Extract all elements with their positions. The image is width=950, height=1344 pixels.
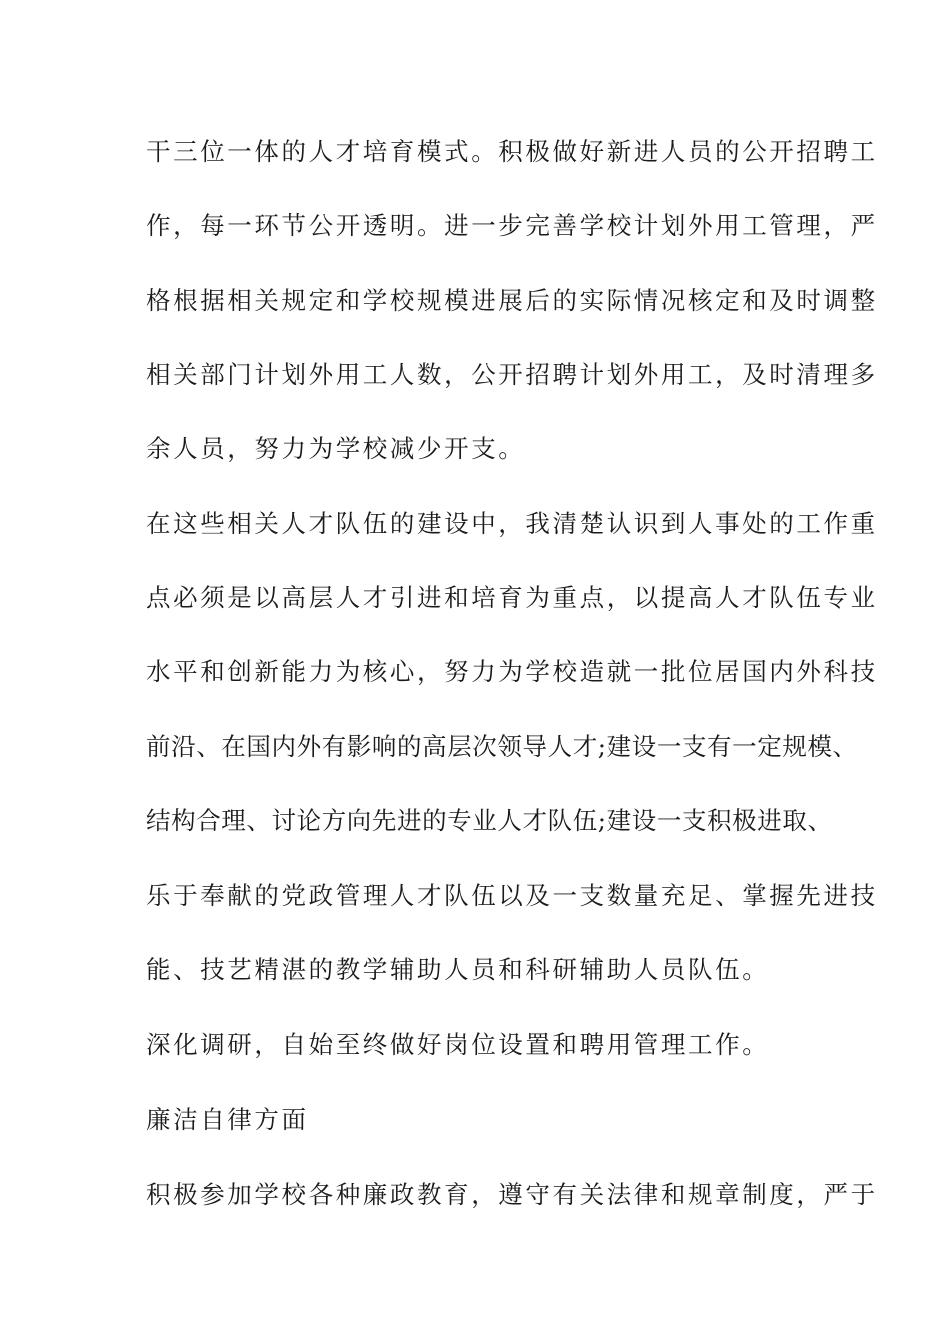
text-line: 积极参加学校各种廉政教育，遵守有关法律和规章制度，严于	[146, 1180, 878, 1209]
text-line: 在这些相关人才队伍的建设中，我清楚认识到人事处的工作重	[146, 509, 878, 538]
text-line: 前沿、在国内外有影响的高层次领导人才;建设一支有一定规模、	[146, 732, 858, 761]
text-line: 能、技艺精湛的教学辅助人员和科研辅助人员队伍。	[146, 955, 770, 984]
text-line: 水平和创新能力为核心，努力为学校造就一批位居国内外科技	[146, 657, 878, 686]
section-heading: 廉洁自律方面	[146, 1105, 309, 1134]
text-line: 结构合理、讨论方向先进的专业人才队伍;建设一支积极进取、	[146, 806, 833, 835]
text-line: 深化调研，自始至终做好岗位设置和聘用管理工作。	[146, 1030, 770, 1059]
text-line: 相关部门计划外用工人数，公开招聘计划外用工，及时清理多	[146, 360, 878, 389]
text-line: 作，每一环节公开透明。进一步完善学校计划外用工管理，严	[146, 211, 878, 240]
text-line: 格根据相关规定和学校规模进展后的实际情况核定和及时调整	[146, 286, 878, 315]
text-line: 乐于奉献的党政管理人才队伍以及一支数量充足、掌握先进技	[146, 881, 878, 910]
text-line: 点必须是以高层人才引进和培育为重点，以提高人才队伍专业	[146, 583, 878, 612]
text-line: 干三位一体的人才培育模式。积极做好新进人员的公开招聘工	[146, 137, 878, 166]
text-line: 余人员，努力为学校减少开支。	[146, 434, 526, 463]
